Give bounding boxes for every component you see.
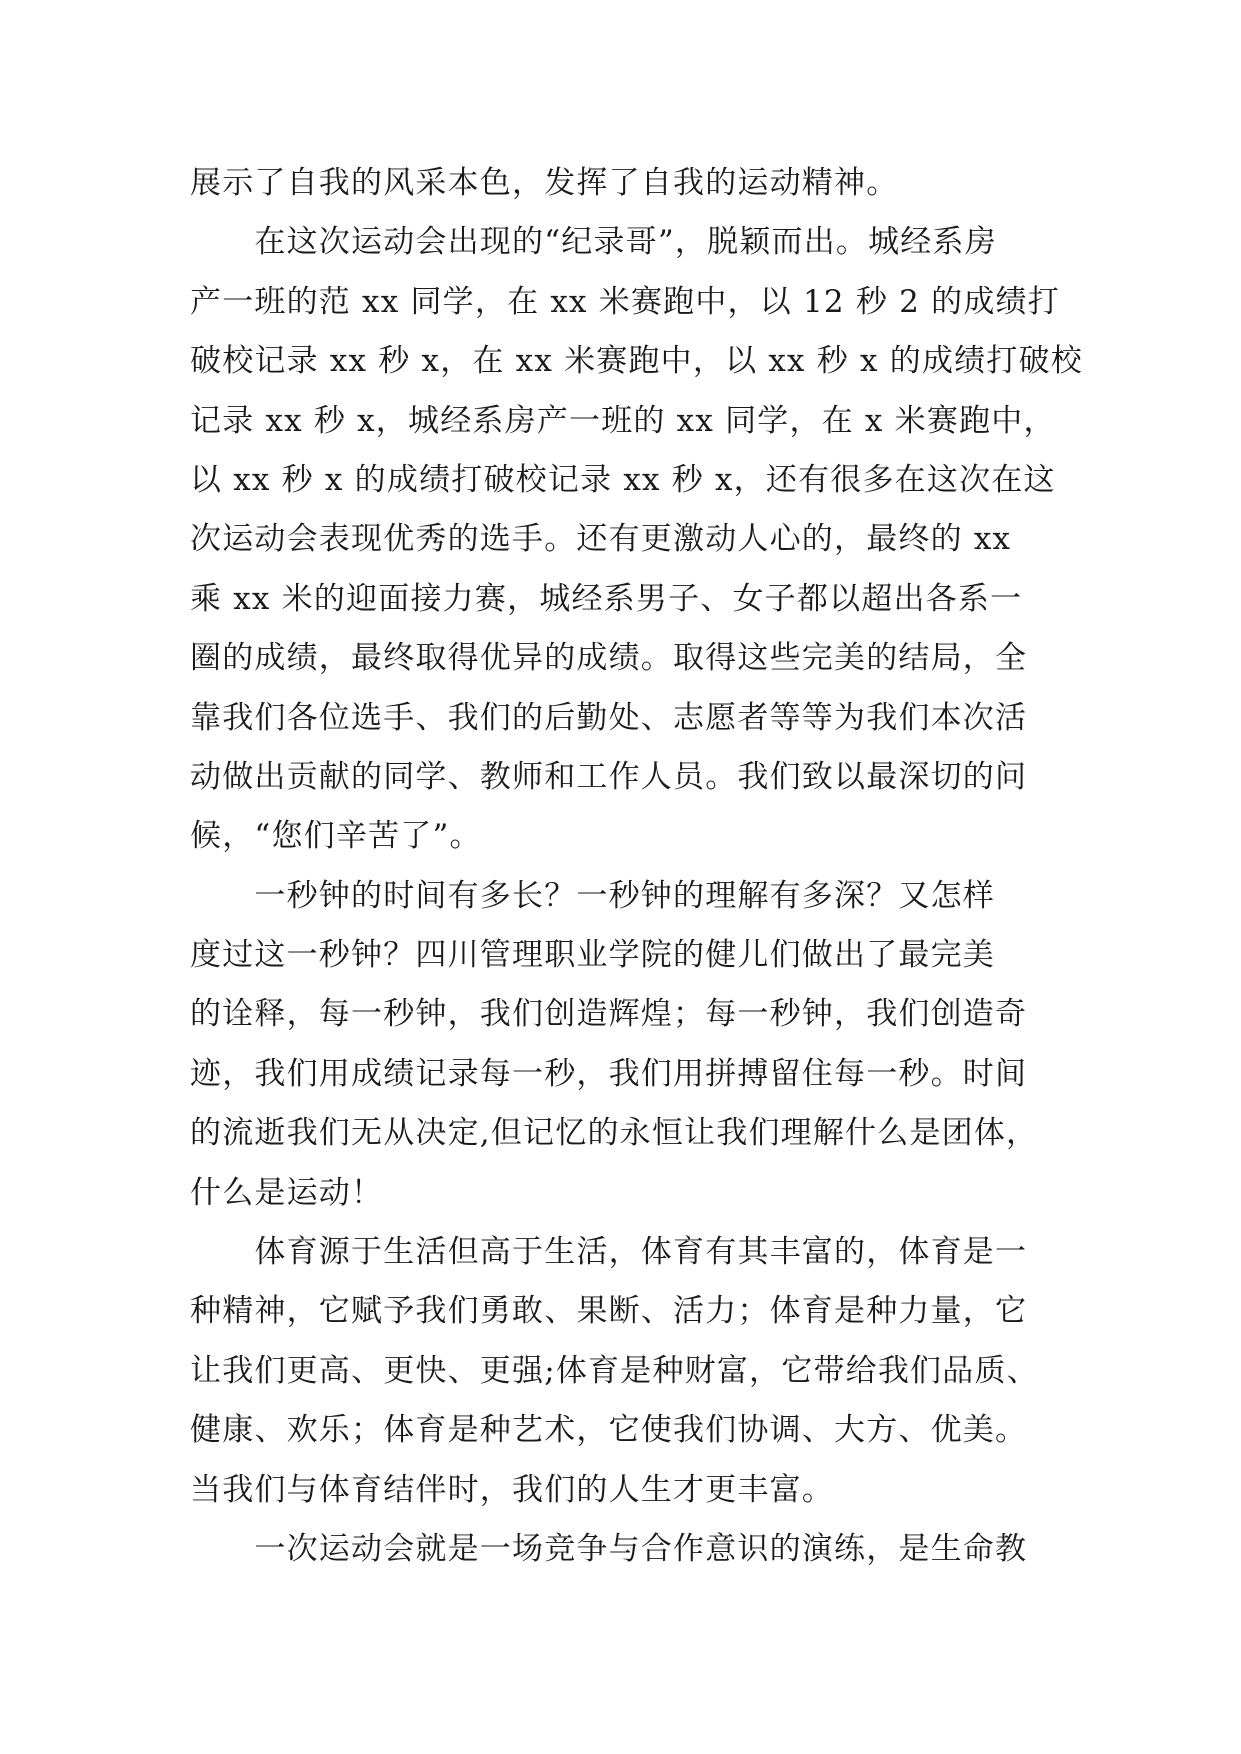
text-line: 体育源于生活但高于生活，体育有其丰富的，体育是一 <box>190 1234 1028 1271</box>
text-line: 动做出贡献的同学、教师和工作人员。我们致以最深切的问 <box>190 758 1028 795</box>
text-line: 展示了自我的风采本色，发挥了自我的运动精神。 <box>190 165 899 201</box>
document-body <box>190 154 1083 1579</box>
text-line: 靠我们各位选手、我们的后勤处、志愿者等等为我们本次活 <box>190 699 1028 736</box>
text-line: 当我们与体育结伴时，我们的人生才更丰富。 <box>190 1471 834 1508</box>
text-line: 产一班的范 xx 同学，在 xx 米赛跑中，以 12 秒 2 的成绩打 <box>190 283 1060 320</box>
text-line: 候，“您们辛苦了”。 <box>190 818 482 855</box>
text-line: 记录 xx 秒 x，城经系房产一班的 xx 同学，在 x 米赛跑中， <box>190 402 1056 439</box>
text-line: 在这次运动会出现的“纪录哥”，脱颖而出。城经系房 <box>190 224 997 261</box>
text-line: 乘 xx 米的迎面接力赛，城经系男子、女子都以超出各系一 <box>190 580 1023 617</box>
text-line: 的流逝我们无从决定,但记忆的永恒让我们理解什么是团体， <box>190 1115 1039 1152</box>
text-line: 健康、欢乐；体育是种艺术，它使我们协调、大方、优美。 <box>190 1412 1028 1449</box>
text-line: 让我们更高、更快、更强;体育是种财富，它带给我们品质、 <box>190 1352 1039 1389</box>
text-line: 度过这一秒钟？四川管理职业学院的健儿们做出了最完美 <box>190 937 995 974</box>
text-line: 圈的成绩，最终取得优异的成绩。取得这些完美的结局，全 <box>190 640 1028 677</box>
text-line: 次运动会表现优秀的选手。还有更激动人心的，最终的 xx <box>190 521 1012 558</box>
text-line: 以 xx 秒 x 的成绩打破校记录 xx 秒 x，还有很多在这次在这 <box>190 461 1056 498</box>
text-line: 一次运动会就是一场竞争与合作意识的演练，是生命教 <box>190 1530 1028 1567</box>
text-line: 迹，我们用成绩记录每一秒，我们用拼搏留住每一秒。时间 <box>190 1055 1028 1092</box>
text-line: 什么是运动！ <box>190 1174 384 1211</box>
text-line: 种精神，它赋予我们勇敢、果断、活力；体育是种力量，它 <box>190 1293 1028 1330</box>
text-line: 破校记录 xx 秒 x，在 xx 米赛跑中，以 xx 秒 x 的成绩打破校 <box>190 343 1083 380</box>
text-line: 的诠释，每一秒钟，我们创造辉煌；每一秒钟，我们创造奇 <box>190 996 1028 1033</box>
text-line: 一秒钟的时间有多长？一秒钟的理解有多深？又怎样 <box>190 877 995 914</box>
